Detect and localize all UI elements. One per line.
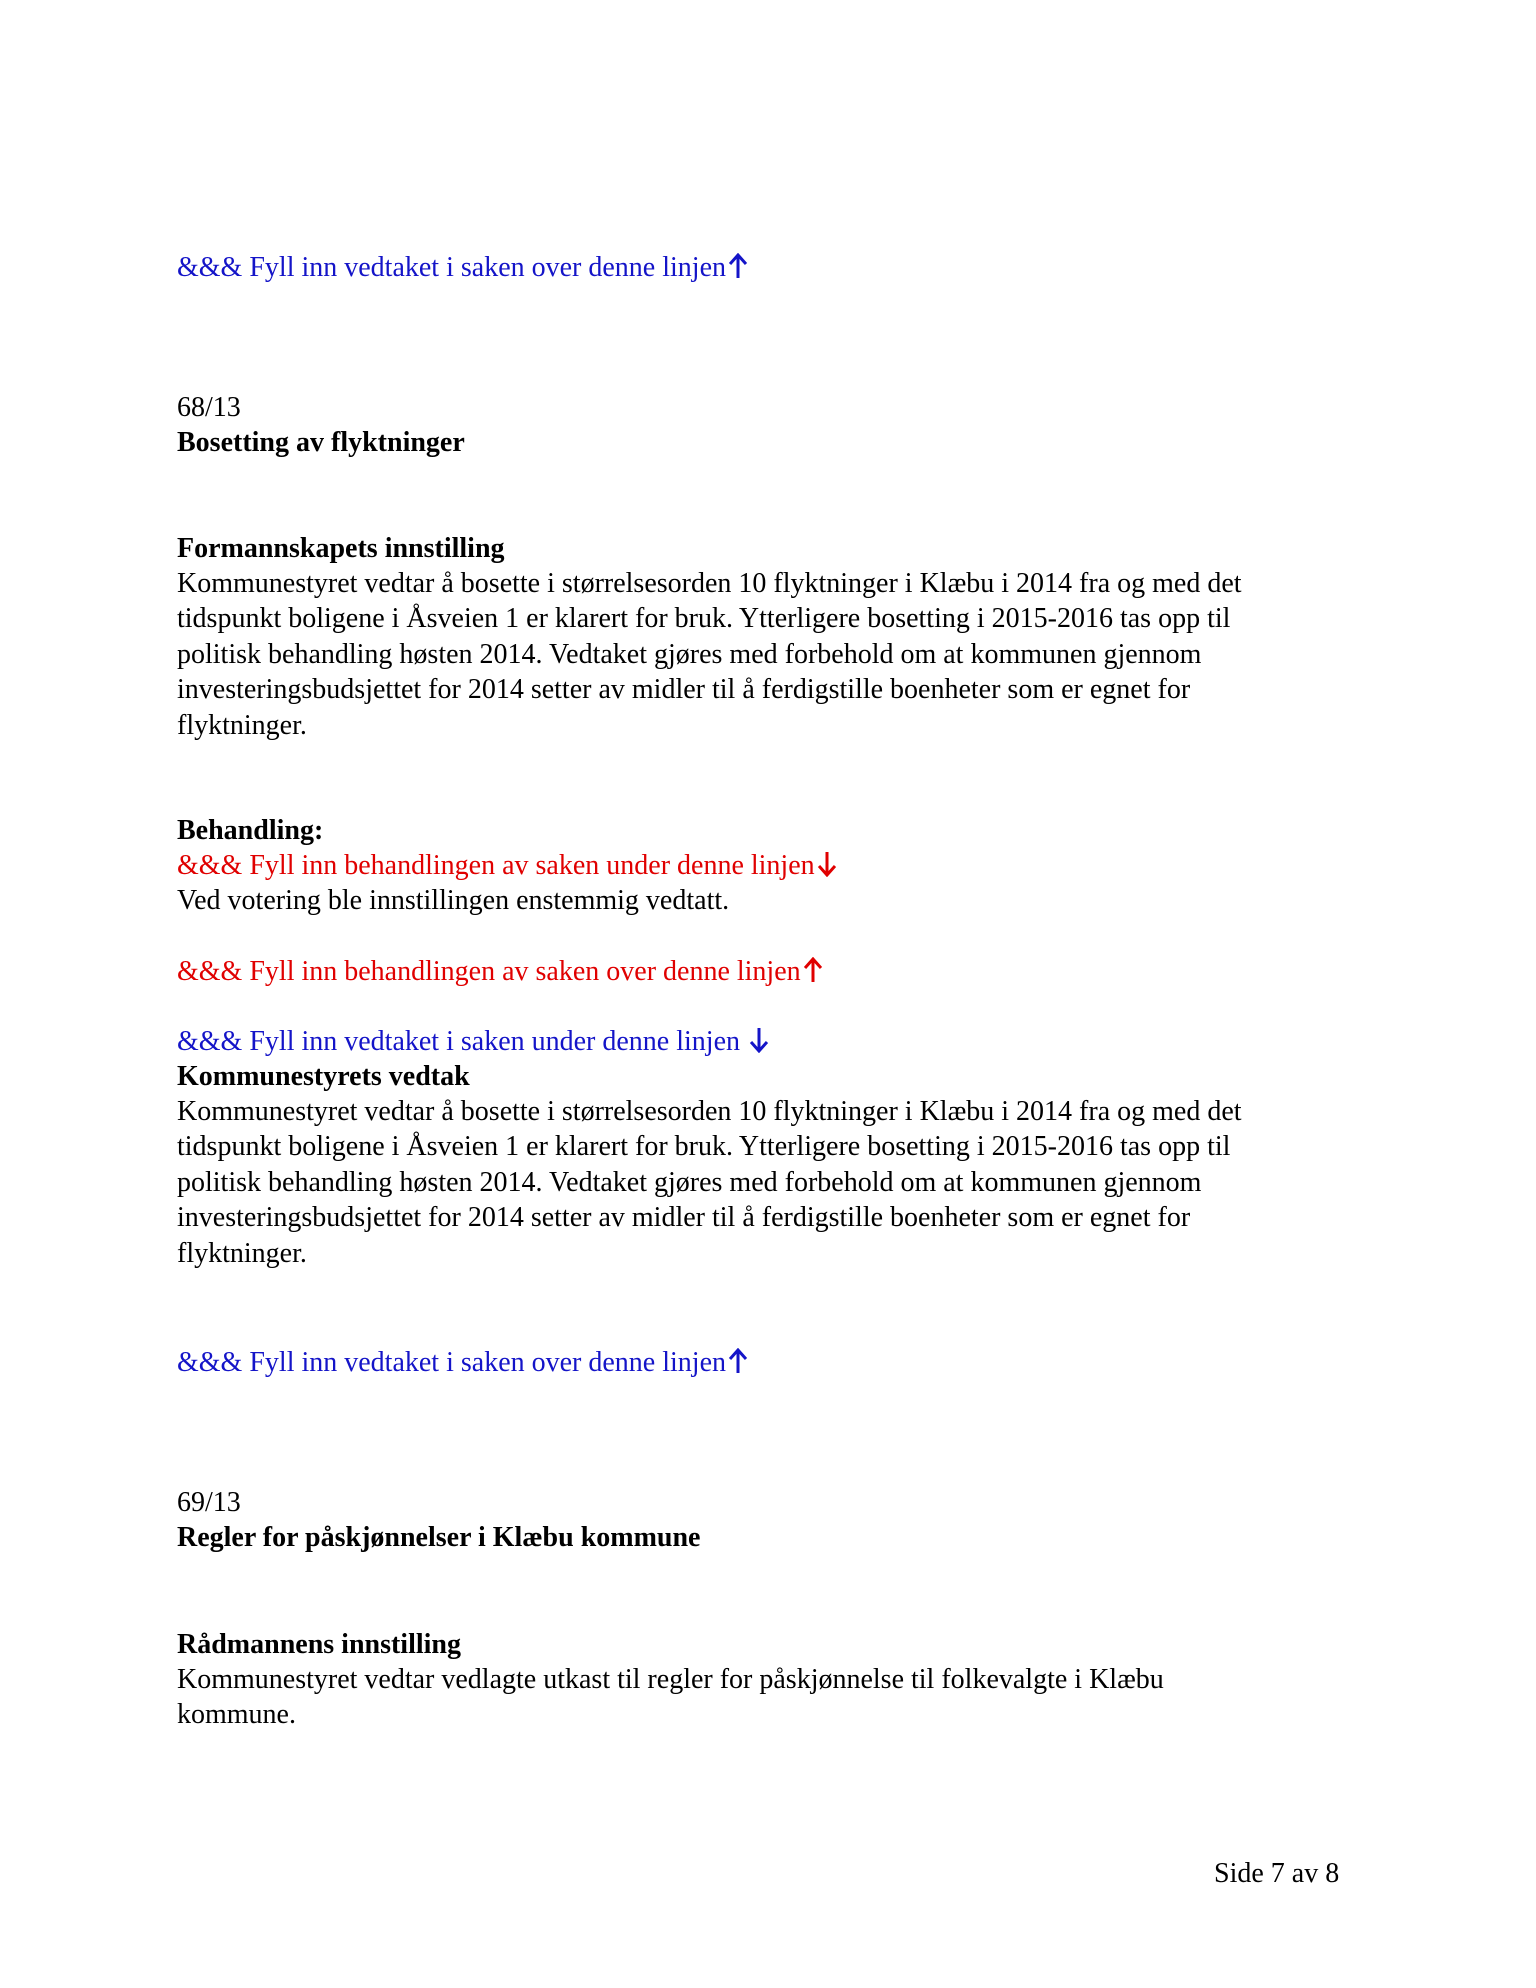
vedtak-under-marker [177, 1024, 769, 1059]
treatment-heading: Behandling: [177, 815, 324, 846]
page-number: Side 7 av 8 [1214, 1858, 1340, 1889]
recommendation-line: Kommunestyret vedtar vedlagte utkast til regler for påskjønnelse til folkevalgte i Klæbu [177, 1664, 1164, 1695]
arrow-down-icon [749, 1027, 769, 1053]
behandling-over-marker-text: &&& Fyll inn behandlingen av saken over denne linjen [177, 956, 801, 987]
recommendation-line: politisk behandling høsten 2014. Vedtaket gjøres med forbehold om at kommunen gjennom [177, 638, 1202, 670]
decision-text [177, 1094, 1357, 1271]
treatment-text: Ved votering ble innstillingen enstemmig vedtatt. [177, 885, 730, 916]
vedtak-over-marker-text: &&& Fyll inn vedtaket i saken over denne linjen [177, 252, 726, 283]
decision-line: politisk behandling høsten 2014. Vedtaket gjøres med forbehold om at kommunen gjennom [177, 1166, 1202, 1198]
vedtak-under-marker-text: &&& Fyll inn vedtaket i saken under denne linjen [177, 1026, 747, 1057]
recommendation-text [177, 566, 1357, 743]
recommendation-line: tidspunkt boligene i Åsveien 1 er klarert for bruk. Ytterligere bosetting i 2015-2016 tas opp til [177, 603, 1231, 635]
decision-line: investeringsbudsjettet for 2014 setter av midler til å ferdigstille boenheter som er egnet for [177, 1202, 1191, 1234]
decision-line: Kommunestyret vedtar å bosette i størrelsesorden 10 flyktninger i Klæbu i 2014 fra og med det [177, 1096, 1242, 1127]
behandling-over-marker [177, 954, 823, 989]
decision-line: tidspunkt boligene i Åsveien 1 er klarert for bruk. Ytterligere bosetting i 2015-2016 tas opp til [177, 1131, 1231, 1163]
recommendation-text [177, 1662, 1357, 1733]
recommendation-heading: Formannskapets innstilling [177, 533, 505, 564]
vedtak-over-marker [177, 1345, 748, 1380]
recommendation-line: investeringsbudsjettet for 2014 setter av midler til å ferdigstille boenheter som er egnet for [177, 674, 1191, 706]
case-title: Bosetting av flyktninger [177, 427, 465, 458]
arrow-up-icon [803, 957, 823, 983]
decision-line: flyktninger. [177, 1237, 307, 1269]
recommendation-heading: Rådmannens innstilling [177, 1629, 461, 1660]
arrow-up-icon [728, 1348, 748, 1374]
behandling-under-marker-text: &&& Fyll inn behandlingen av saken under denne linjen [177, 850, 815, 881]
case-title: Regler for påskjønnelser i Klæbu kommune [177, 1522, 701, 1553]
decision-heading: Kommunestyrets vedtak [177, 1061, 470, 1092]
recommendation-line: flyktninger. [177, 709, 307, 741]
arrow-up-icon [728, 253, 748, 279]
arrow-down-icon [817, 851, 837, 877]
recommendation-line: Kommunestyret vedtar å bosette i størrelsesorden 10 flyktninger i Klæbu i 2014 fra og med det [177, 568, 1242, 599]
vedtak-over-marker [177, 250, 748, 285]
behandling-under-marker [177, 848, 837, 883]
recommendation-line: kommune. [177, 1699, 296, 1731]
case-number: 68/13 [177, 392, 241, 423]
case-number: 69/13 [177, 1487, 241, 1518]
vedtak-over-marker-text: &&& Fyll inn vedtaket i saken over denne linjen [177, 1347, 726, 1378]
